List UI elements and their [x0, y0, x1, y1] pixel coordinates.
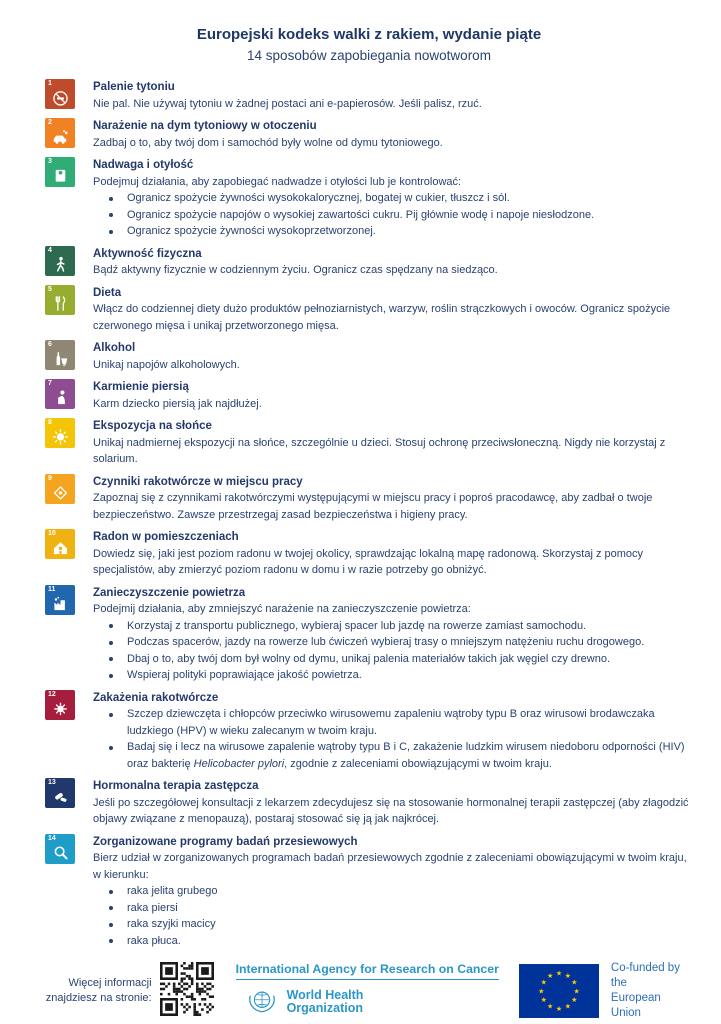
- item-4-tile: [45, 246, 75, 276]
- bullet-item: raka piersi: [93, 900, 693, 917]
- magnifier-icon: [50, 842, 71, 863]
- item-bullets: [93, 883, 693, 949]
- item-number: 8: [48, 419, 52, 426]
- who-emblem-icon: [244, 984, 280, 1020]
- iarc-logo-text: International Agency for Research on Cancer: [236, 962, 499, 980]
- code-item-1: [45, 79, 693, 112]
- item-body: Zapoznaj się z czynnikami rakotwórczymi występującymi w miejscu pracy i poproś pracodawcę, aby zadbał o twoje bezpieczeństwo. Zawsze przestrzegaj zasad bezpieczeństwa i higieny pracy.: [93, 492, 653, 521]
- item-title: Zanieczyszczenie powietrza: [93, 586, 246, 599]
- item-body: Nie pal. Nie używaj tytoniu w żadnej postaci ani e-papierosów. Jeśli palisz, rzuć.: [93, 97, 482, 110]
- code-item-12: [45, 690, 693, 773]
- bullet-item: Badaj się i lecz na wirusowe zapalenie wątroby typu B i C, zakażenie ludzkim wirusem niedoboru odporności (HIV) oraz bakterię Helicobacter pylori, zgodnie z zaleceniami obowiązującymi w twoim kraju.: [93, 739, 693, 772]
- cutlery-icon: [50, 293, 71, 314]
- no-smoking-icon: [50, 87, 71, 108]
- item-14-tile: [45, 834, 75, 864]
- item-bullets: [93, 706, 693, 772]
- item-number: 9: [48, 474, 52, 482]
- svg-text:★: ★: [555, 1006, 563, 1014]
- item-12-tile: [45, 690, 75, 720]
- item-number: 14: [48, 834, 56, 842]
- item-body: Karm dziecko piersią jak najdłużej.: [93, 397, 262, 410]
- item-number: 2: [48, 119, 52, 126]
- code-item-6: [45, 340, 693, 373]
- item-title: Dieta: [93, 286, 122, 299]
- item-11-tile: [45, 585, 75, 615]
- sun-icon: [50, 426, 71, 447]
- eu-flag-icon: [519, 962, 599, 1020]
- bullet-item: raka płuca.: [93, 933, 693, 950]
- item-1-tile: [45, 79, 75, 109]
- item-body: Podejmij działania, aby zmniejszyć narażenie na zanieczyszczenie powietrza:: [93, 603, 471, 615]
- item-6-tile: [45, 340, 75, 370]
- svg-text:★: ★: [540, 979, 547, 987]
- svg-text:★: ★: [564, 1003, 571, 1011]
- item-number: 12: [48, 690, 56, 698]
- latin-species-name: Helicobacter pylori: [193, 757, 285, 770]
- item-body: Unikaj napojów alkoholowych.: [93, 358, 240, 371]
- item-number: 10: [48, 530, 56, 537]
- breastfeeding-icon: [50, 387, 71, 408]
- code-item-5: [45, 285, 693, 335]
- svg-text:★: ★: [540, 997, 547, 1005]
- item-10-tile: [45, 529, 75, 559]
- item-7-tile: [45, 379, 75, 409]
- svg-text:★: ★: [573, 988, 580, 996]
- svg-text:★: ★: [571, 979, 578, 987]
- item-number: 6: [48, 341, 52, 348]
- code-item-13: [45, 778, 693, 828]
- item-5-tile: [45, 285, 75, 315]
- item-bullets: [93, 190, 693, 240]
- code-item-2: [45, 118, 693, 151]
- item-number: 5: [48, 285, 52, 293]
- svg-text:★: ★: [571, 997, 578, 1005]
- svg-text:★: ★: [538, 988, 545, 996]
- item-number: 1: [48, 80, 52, 87]
- more-info-label: Więcej informacji znajdziesz na stronie:: [45, 977, 152, 1004]
- alcohol-bottle-icon: [50, 348, 71, 369]
- item-title: Hormonalna terapia zastępcza: [93, 780, 259, 792]
- item-body: Podejmuj działania, aby zapobiegać nadwadze i otyłości lub je kontrolować:: [93, 175, 462, 188]
- eu-funding-text: Co-funded by the European Union: [610, 962, 680, 1019]
- code-item-11: [45, 585, 693, 684]
- bullet-item: Dbaj o to, aby twój dom był wolny od dymu, unikaj palenia materiałów takich jak węgiel czy drewno.: [93, 651, 693, 668]
- virus-icon: [50, 698, 71, 719]
- code-item-9: [45, 474, 693, 524]
- bullet-item: Szczep dziewczęta i chłopców przeciwko wirusowemu zapaleniu wątroby typu B oraz wirusowi brodawczaka ludzkiego (HPV) w wieku zalecanym w twoim kraju.: [93, 706, 693, 739]
- item-title: Nadwaga i otyłość: [93, 159, 194, 171]
- item-number: 11: [48, 585, 56, 593]
- pills-icon: [50, 786, 71, 807]
- iarc-who-logo: [236, 962, 499, 1020]
- item-8-tile: [45, 418, 75, 448]
- code-item-7: [45, 379, 693, 412]
- item-title: Alkohol: [93, 342, 136, 354]
- code-item-3: [45, 157, 693, 240]
- bullet-item: Wspieraj polityki poprawiające jakość powietrza.: [93, 667, 693, 684]
- item-body: Zadbaj o to, aby twój dom i samochód były wolne od dymu tytoniowego.: [93, 136, 443, 149]
- walking-person-icon: [50, 254, 71, 275]
- item-title: Karmienie piersią: [93, 381, 189, 393]
- item-body: Jeśli po szczegółowej konsultacji z lekarzem zdecydujesz się na stosowanie hormonalnej terapii zastępczej (aby złagodzić objawy związane z menopauzą), postaraj stosować się ją jak najkrócej.: [93, 796, 689, 825]
- item-title: Narażenie na dym tytoniowy w otoczeniu: [93, 120, 317, 132]
- item-number: 13: [48, 779, 56, 786]
- who-logo-text: World Health Organization: [286, 987, 364, 1015]
- qr-code: [160, 962, 214, 1021]
- item-number: 3: [48, 158, 52, 165]
- bullet-item: Ogranicz spożycie żywności wysokoprzetworzonej.: [93, 223, 693, 240]
- code-item-4: [45, 246, 693, 279]
- page-title: Europejski kodeks walki z rakiem, wydanie piąte: [196, 26, 542, 43]
- item-body: Bądź aktywny fizycznie w codziennym życiu. Ogranicz czas spędzany na siedząco.: [93, 264, 498, 276]
- item-2-tile: [45, 118, 75, 148]
- item-title: Czynniki rakotwórcze w miejscu pracy: [93, 475, 303, 488]
- document-footer: [45, 961, 693, 1021]
- hazard-sign-icon: [50, 482, 71, 503]
- factory-smoke-icon: [50, 593, 71, 614]
- bullet-item: Podczas spacerów, jazdy na rowerze lub ćwiczeń wybieraj trasy o mniejszym natężeniu ruchu drogowego.: [93, 634, 693, 651]
- bullet-item: raka jelita grubego: [93, 883, 693, 900]
- svg-text:★: ★: [564, 973, 571, 981]
- weight-scale-icon: [50, 165, 71, 186]
- item-body: Bierz udział w zorganizowanych programach badań przesiewowych zgodnie z zaleceniami obowiązującymi w twoim kraju, w kierunku:: [93, 852, 687, 881]
- item-title: Radon w pomieszczeniach: [93, 531, 239, 543]
- item-number: 7: [48, 380, 52, 387]
- document-header: [45, 26, 693, 64]
- item-title: Zakażenia rakotwórcze: [93, 691, 219, 704]
- qr-code-image: [160, 962, 214, 1016]
- code-item-8: [45, 418, 693, 468]
- house-radon-icon: [50, 537, 71, 558]
- bullet-item: raka szyjki macicy: [93, 916, 693, 933]
- svg-text:★: ★: [546, 973, 554, 981]
- item-body: Unikaj nadmiernej ekspozycji na słońce, szczególnie u dzieci. Stosuj ochronę przeciwsłoneczną. Nigdy nie korzystaj z solarium.: [93, 436, 666, 465]
- item-9-tile: [45, 474, 75, 504]
- eu-funding-logo: [519, 961, 693, 1021]
- item-number: 4: [48, 246, 52, 254]
- bullet-item: Ogranicz spożycie żywności wysokokalorycznej, bogatej w cukier, tłuszcz i sól.: [93, 190, 693, 207]
- page-subtitle: 14 sposobów zapobiegania nowotworom: [247, 48, 491, 63]
- item-bullets: [93, 618, 693, 684]
- bullet-item: Korzystaj z transportu publicznego, wybieraj spacer lub jazdę na rowerze zamiast samochodu.: [93, 618, 693, 635]
- item-title: Palenie tytoniu: [93, 81, 175, 93]
- item-3-tile: [45, 157, 75, 187]
- code-item-10: [45, 529, 693, 579]
- svg-text:★: ★: [555, 970, 563, 978]
- secondhand-smoke-icon: [50, 126, 71, 147]
- item-title: Ekspozycja na słońce: [93, 420, 212, 432]
- item-13-tile: [45, 778, 75, 808]
- item-body: Dowiedz się, jaki jest poziom radonu w twojej okolicy, sprawdzając lokalną mapę radonową. Skorzystaj z pomocy specjalistów, aby zmierzyć poziom radonu w domu i w razie potrzeby go obniżyć.: [93, 547, 644, 576]
- code-item-14: [45, 834, 693, 950]
- svg-text:★: ★: [546, 1003, 554, 1011]
- bullet-item: Ogranicz spożycie napojów o wysokiej zawartości cukru. Pij głównie wodę i napoje niesłodzone.: [93, 207, 693, 224]
- item-title: Zorganizowane programy badań przesiewowych: [93, 835, 358, 848]
- item-title: Aktywność fizyczna: [93, 247, 202, 260]
- item-body: Włącz do codziennej diety dużo produktów pełnoziarnistych, warzyw, roślin strączkowych i owoców. Ogranicz spożycie czerwonego mięsa i unikaj przetworzonego mięsa.: [93, 303, 671, 332]
